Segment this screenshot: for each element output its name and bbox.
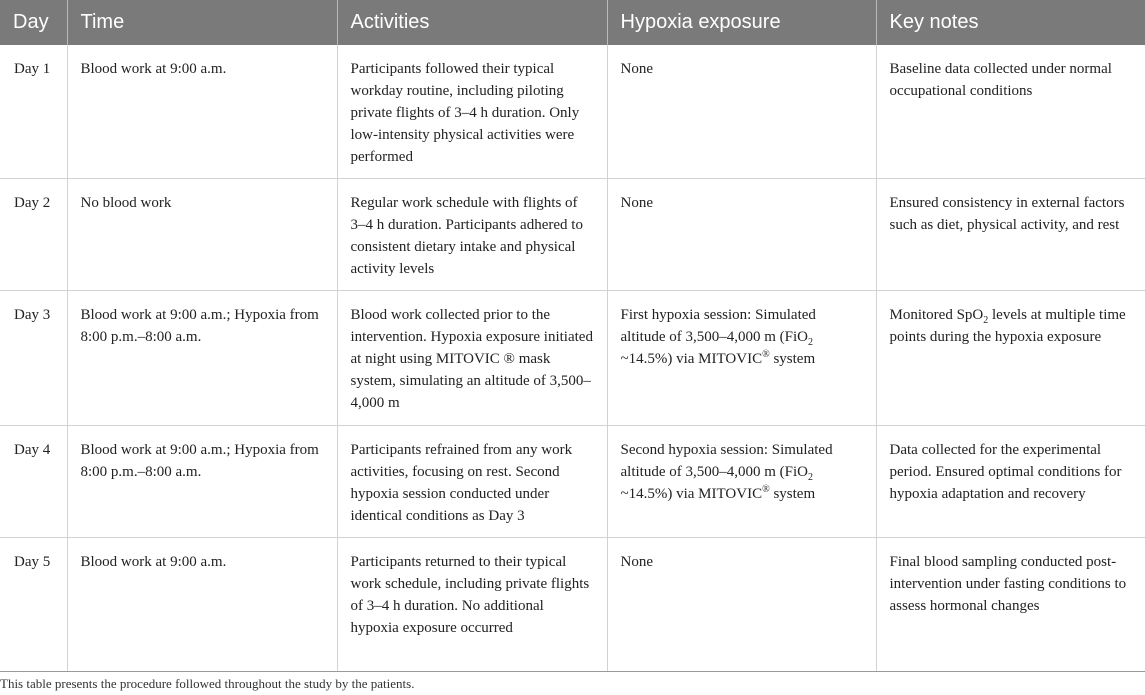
cell-key-notes [876, 291, 1145, 426]
cell-activities: Participants followed their typical workday routine, including piloting private flights of 3–4 h duration. Only low-intensity physical activities were performed [337, 45, 607, 179]
cell-time: Blood work at 9:00 a.m.; Hypoxia from 8:00 p.m.–8:00 a.m. [67, 426, 337, 538]
cell-activities: Participants returned to their typical work schedule, including private flights of 3–4 h duration. No additional hypoxia exposure occurred [337, 538, 607, 672]
table-header-row [0, 0, 1145, 45]
cell-time: Blood work at 9:00 a.m.; Hypoxia from 8:00 p.m.–8:00 a.m. [67, 291, 337, 426]
hypoxia-text-mid: ~14.5%) via MITOVIC [620, 486, 763, 502]
hypoxia-text-post: system [769, 486, 816, 502]
notes-text-pre: Monitored SpO [889, 307, 984, 323]
cell-time: No blood work [67, 179, 337, 291]
cell-key-notes: Ensured consistency in external factors such as diet, physical activity, and rest [876, 179, 1145, 291]
cell-hypoxia-exposure: None [607, 45, 876, 179]
table-row [0, 538, 1145, 672]
notes-text-post: levels at multiple time points during the hypoxia exposure [889, 307, 1126, 345]
header-time: Time [67, 0, 337, 45]
table-row [0, 291, 1145, 426]
cell-day: Day 3 [0, 291, 67, 426]
header-activities: Activities [337, 0, 607, 45]
registered-mark: ® [762, 349, 770, 360]
subscript-2: 2 [808, 472, 813, 483]
table-row [0, 45, 1145, 179]
cell-activities: Blood work collected prior to the intervention. Hypoxia exposure initiated at night using MITOVIC ® mask system, simulating an altitude of 3,500–4,000 m [337, 291, 607, 426]
hypoxia-text-pre: Second hypoxia session: Simulated altitude of 3,500–4,000 m (FiO [620, 442, 833, 480]
cell-hypoxia-exposure: None [607, 538, 876, 672]
subscript-2: 2 [808, 337, 813, 348]
subscript-2: 2 [983, 315, 989, 326]
header-hypoxia-exposure: Hypoxia exposure [607, 0, 876, 45]
cell-activities: Regular work schedule with flights of 3–4 h duration. Participants adhered to consistent dietary intake and physical activity levels [337, 179, 607, 291]
cell-hypoxia-exposure [607, 426, 876, 538]
table-row [0, 179, 1145, 291]
cell-key-notes: Data collected for the experimental period. Ensured optimal conditions for hypoxia adaptation and recovery [876, 426, 1145, 538]
table-caption: This table presents the procedure followed throughout the study by the patients. [0, 676, 415, 691]
table-row [0, 426, 1145, 538]
cell-time: Blood work at 9:00 a.m. [67, 45, 337, 179]
cell-key-notes: Baseline data collected under normal occupational conditions [876, 45, 1145, 179]
header-key-notes: Key notes [876, 0, 1145, 45]
cell-day: Day 1 [0, 45, 67, 179]
hypoxia-text-post: system [769, 351, 816, 367]
cell-day: Day 5 [0, 538, 67, 672]
cell-activities: Participants refrained from any work activities, focusing on rest. Second hypoxia session conducted under identical conditions as Day 3 [337, 426, 607, 538]
cell-day: Day 4 [0, 426, 67, 538]
hypoxia-text-mid: ~14.5%) via MITOVIC [620, 351, 763, 367]
registered-mark: ® [762, 484, 770, 495]
cell-hypoxia-exposure [607, 291, 876, 426]
header-day: Day [0, 0, 67, 45]
hypoxia-text-pre: First hypoxia session: Simulated altitude of 3,500–4,000 m (FiO [620, 307, 816, 345]
cell-key-notes: Final blood sampling conducted post-intervention under fasting conditions to assess hormonal changes [876, 538, 1145, 672]
cell-hypoxia-exposure: None [607, 179, 876, 291]
cell-day: Day 2 [0, 179, 67, 291]
cell-time: Blood work at 9:00 a.m. [67, 538, 337, 672]
